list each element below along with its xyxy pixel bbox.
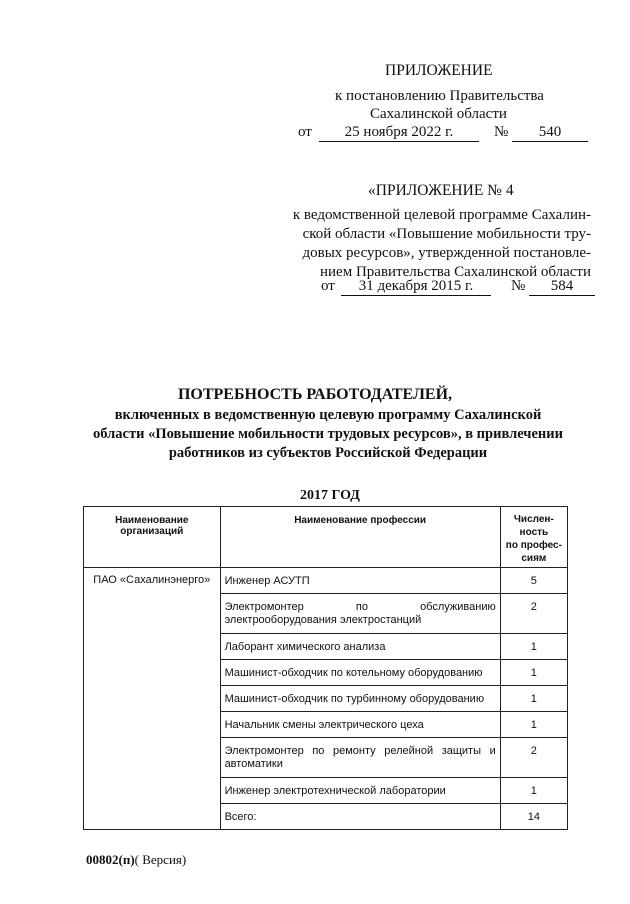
decree-date-line — [298, 124, 598, 144]
appendix4-date-line — [321, 278, 601, 298]
decree-number: 540 — [512, 124, 588, 142]
appendix4-label: «ПРИЛОЖЕНИЕ № 4 — [368, 182, 514, 199]
count-cell: 5 — [500, 568, 567, 594]
appendix-label: ПРИЛОЖЕНИЕ — [385, 62, 493, 79]
appendix4-line: нием Правительства Сахалинской области — [320, 264, 591, 280]
document-footer — [86, 852, 186, 868]
appendix4-line: к ведомственной целевой программе Сахалин- — [292, 207, 591, 223]
count-cell: 2 — [500, 594, 567, 634]
count-cell: 1 — [500, 712, 567, 738]
profession-cell: Лаборант химического анализа — [220, 634, 500, 660]
appendix4-line: ской области «Повышение мобильности тру- — [302, 226, 591, 242]
decree-line-1: к постановлению Правительства — [335, 88, 544, 104]
count-cell: 1 — [500, 634, 567, 660]
document-version: ( Версия) — [134, 852, 187, 867]
page-title: ПОТРЕБНОСТЬ РАБОТОДАТЕЛЕЙ, — [177, 386, 453, 403]
appendix4-line: довых ресурсов», утвержденной постановле- — [302, 245, 591, 261]
from-label: от — [321, 278, 335, 294]
appendix4-text — [286, 206, 591, 282]
total-label: Всего: — [220, 804, 500, 830]
decree-date: 25 ноября 2022 г. — [319, 124, 479, 142]
number-label: № — [494, 124, 509, 140]
decree-line-2: Сахалинской области — [370, 106, 507, 122]
table-row — [84, 568, 568, 594]
profession-cell: Инженер электротехнической лаборатории — [220, 778, 500, 804]
page-subtitle — [90, 406, 566, 463]
profession-cell: Машинист-обходчик по турбинному оборудованию — [220, 686, 500, 712]
year-heading: 2017 ГОД — [300, 488, 360, 503]
header-profession: Наименование профессии — [220, 507, 500, 568]
organization-cell: ПАО «Сахалинэнерго» — [84, 568, 221, 804]
header-organization: Наименование организаций — [84, 507, 221, 568]
number-label: № — [511, 278, 526, 294]
header-count: Числен- ность по профес- сиям — [500, 507, 567, 568]
count-cell: 1 — [500, 778, 567, 804]
profession-cell: Машинист-обходчик по котельному оборудованию — [220, 660, 500, 686]
subtitle-line: работников из субъектов Российской Федерации — [168, 445, 488, 461]
subtitle-line: включенных в ведомственную целевую программу Сахалинской — [114, 407, 542, 423]
count-cell: 1 — [500, 686, 567, 712]
appendix4-number: 584 — [529, 278, 595, 296]
document-code: 00802(п) — [86, 852, 135, 867]
table-total-row — [84, 804, 568, 830]
profession-cell: Электромонтер по обслуживанию электрооборудования электростанций — [220, 594, 500, 634]
count-cell: 2 — [500, 738, 567, 778]
total-value: 14 — [500, 804, 567, 830]
table-header-row — [84, 507, 568, 568]
subtitle-line: области «Повышение мобильности трудовых ресурсов», в привлечении — [93, 426, 563, 442]
profession-cell: Начальник смены электрического цеха — [220, 712, 500, 738]
profession-cell: Инженер АСУТП — [220, 568, 500, 594]
profession-cell: Электромонтер по ремонту релейной защиты и автоматики — [220, 738, 500, 778]
empty-cell — [84, 804, 221, 830]
demand-table — [83, 506, 568, 830]
from-label: от — [298, 124, 312, 140]
count-cell: 1 — [500, 660, 567, 686]
appendix4-date: 31 декабря 2015 г. — [341, 278, 491, 296]
